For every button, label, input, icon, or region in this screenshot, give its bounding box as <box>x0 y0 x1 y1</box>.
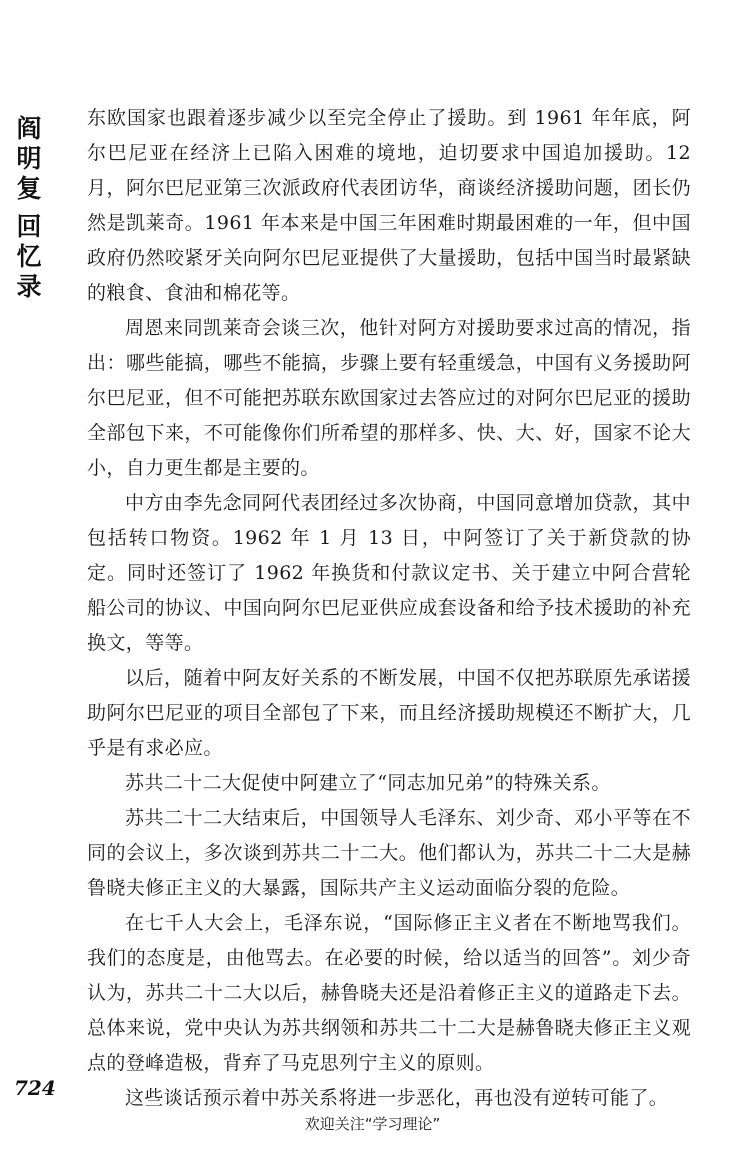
paragraph-2: 周恩来同凯莱奇会谈三次，他针对阿方对援助要求过高的情况，指出：哪些能搞，哪些不能搞，步骤上要有轻重缓急，中国有义务援助阿尔巴尼亚，但不可能把苏联东欧国家过去答应过的对阿尔巴尼亚的援助全部包下来，不可能像你们所希望的那样多、快、大、好，国家不论大小，自力更生都是主要的。 <box>87 317 691 479</box>
main-text-block <box>87 101 691 1116</box>
footer-note: 欢迎关注“学习理论” <box>304 1115 441 1133</box>
title-char-4: 回 <box>16 212 42 241</box>
title-char-5: 忆 <box>16 242 42 271</box>
paragraph-6: 苏共二十二大结束后，中国领导人毛泽东、刘少奇、邓小平等在不同的会议上，多次谈到苏共二十二大。他们都认为，苏共二十二大是赫鲁晓夫修正主义的大暴露，国际共产主义运动面临分裂的危险。 <box>87 807 691 899</box>
paragraph-4: 以后，随着中阿友好关系的不断发展，中国不仅把苏联原先承诺援助阿尔巴尼亚的项目全部包了下来，而且经济援助规模还不断扩大，几乎是有求必应。 <box>87 667 691 759</box>
paragraph-3: 中方由李先念同阿代表团经过多次协商，中国同意增加贷款，其中包括转口物资。1962 年 1 月 13 日，中阿签订了关于新贷款的协定。同时还签订了 1962 年换货和付款议定书、关于建立中阿合营轮船公司的协议、中国向阿尔巴尼亚供应成套设备和给予技术援助的补充换文，等等。 <box>87 492 691 654</box>
paragraph-7: 在七千人大会上，毛泽东说，“国际修正主义者在不断地骂我们。我们的态度是，由他骂去。在必要的时候，给以适当的回答”。刘少奇认为，苏共二十二大以后，赫鲁晓夫还是沿着修正主义的道路走下去。总体来说，党中央认为苏共纲领和苏共二十二大是赫鲁晓夫修正主义观点的登峰造极，背弃了马克思列宁主义的原则。 <box>87 912 691 1074</box>
running-head-vertical-title <box>14 114 44 302</box>
title-char-3: 复 <box>16 174 42 203</box>
paragraph-1: 东欧国家也跟着逐步减少以至完全停止了援助。到 1961 年年底，阿尔巴尼亚在经济上已陷入困难的境地，迫切要求中国追加援助。12 月，阿尔巴尼亚第三次派政府代表团访华，商谈经济援助问题，团长仍然是凯莱奇。1961 年本来是中国三年困难时期最困难的一年，但中国政府仍然咬紧牙关向阿尔巴尼亚提供了大量援助，包括中国当时最紧缺的粮食、食油和棉花等。 <box>87 107 691 304</box>
paragraph-8: 这些谈话预示着中苏关系将进一步恶化，再也没有逆转可能了。 <box>125 1087 669 1109</box>
paragraph-5: 苏共二十二大促使中阿建立了“同志加兄弟”的特殊关系。 <box>125 772 611 794</box>
title-char-1: 阎 <box>16 114 42 143</box>
page-number: 724 <box>14 1076 56 1100</box>
title-char-6: 录 <box>16 272 42 301</box>
title-char-2: 明 <box>16 144 42 173</box>
